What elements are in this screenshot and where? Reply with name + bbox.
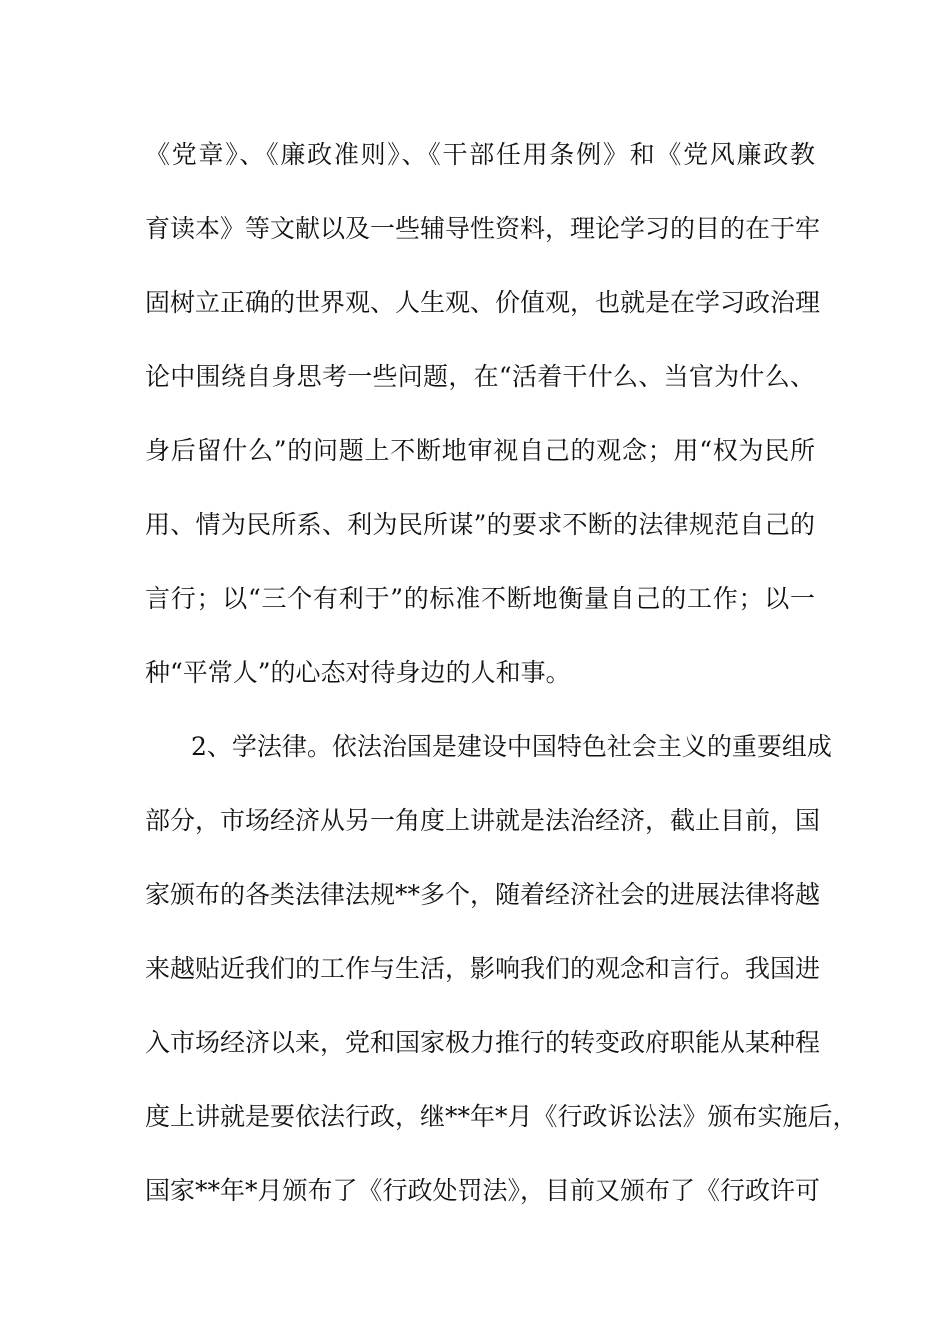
text-line: 入市场经济以来，党和国家极力推行的转变政府职能从某种程 (145, 1028, 821, 1057)
text-line: 论中围绕自身思考一些问题，在“活着干什么、当官为什么、 (145, 362, 815, 391)
text-line: 家颁布的各类法律法规**多个，随着经济社会的进展法律将越 (145, 880, 821, 909)
text-line: 育读本》等文献以及一些辅导性资料，理论学习的目的在于牢 (145, 214, 821, 243)
text-line: 来越贴近我们的工作与生活，影响我们的观念和言行。我国进 (145, 954, 821, 983)
text-line: 度上讲就是要依法行政，继**年*月《行政诉讼法》颁布实施后， (145, 1102, 858, 1131)
paragraph-start-line: 2、学法律。依法治国是建设中国特色社会主义的重要组成 (191, 732, 832, 761)
text-line: 身后留什么”的问题上不断地审视自己的观念；用“权为民所 (145, 436, 815, 465)
text-line: 用、情为民所系、利为民所谋”的要求不断的法律规范自己的 (145, 510, 815, 539)
paragraph-end-line: 种“平常人”的心态对待身边的人和事。 (145, 658, 571, 687)
text-line: 言行；以“三个有利于”的标准不断地衡量自己的工作；以一 (145, 584, 815, 613)
text-line: 国家**年*月颁布了《行政处罚法》，目前又颁布了《行政许可 (145, 1176, 821, 1205)
text-line: 固树立正确的世界观、人生观、价值观，也就是在学习政治理 (145, 288, 821, 317)
text-line: 《党章》、《廉政准则》、《干部任用条例》和《党风廉政教 (145, 140, 815, 169)
text-line: 部分，市场经济从另一角度上讲就是法治经济，截止目前，国 (145, 806, 821, 835)
body-text (145, 132, 858, 1242)
